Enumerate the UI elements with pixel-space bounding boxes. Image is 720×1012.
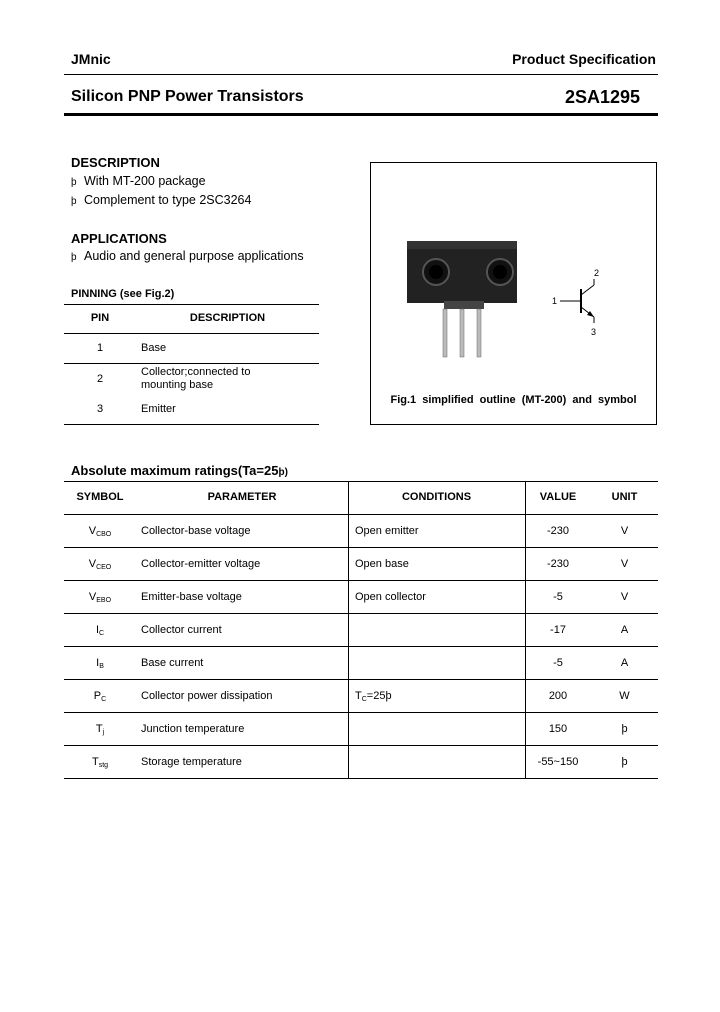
figure-caption: Fig.1 simplified outline (MT-200) and symbol [390, 394, 637, 406]
rating-unit: þ [621, 756, 628, 768]
description-heading: DESCRIPTION [71, 155, 160, 170]
applications-item-text: Audio and general purpose applications [84, 249, 304, 263]
ratings-heading-text: Absolute maximum ratings(Ta=25 [71, 463, 279, 478]
rating-condition: Open collector [355, 591, 426, 603]
rating-symbol: $T_j$ [95, 723, 105, 736]
ratings-col-unit: UNIT [611, 491, 638, 503]
symbol-label-base: 1 [552, 296, 558, 306]
rating-unit: A [620, 657, 629, 669]
applications-item [71, 249, 304, 263]
rating-value: -230 [546, 525, 570, 537]
pin-description: Emitter [141, 403, 176, 415]
ratings-rule-bottom [64, 778, 658, 779]
pin-description-line: Collector;connected to [141, 366, 251, 378]
ratings-heading-unit: þ) [278, 467, 288, 478]
bullet-icon: þ [71, 252, 77, 263]
rating-parameter: Junction temperature [141, 723, 245, 735]
description-item [71, 193, 251, 207]
mt200-package-image [400, 235, 525, 360]
bullet-icon: þ [71, 177, 77, 188]
pinning-col-pin: PIN [90, 312, 110, 324]
rating-parameter: Collector power dissipation [141, 690, 273, 702]
bullet-icon: þ [71, 196, 77, 207]
pin-description: Base [141, 342, 167, 354]
rating-unit: A [620, 624, 629, 636]
rating-value: -5 [553, 657, 563, 669]
rating-value: -55~150 [537, 756, 579, 768]
applications-heading: APPLICATIONS [71, 231, 167, 246]
description-item [71, 174, 206, 188]
pinning-heading: PINNING (see Fig.2) [71, 288, 175, 300]
rating-value: 200 [548, 690, 568, 702]
pin-description-line: mounting base [141, 379, 214, 391]
rating-unit: W [619, 690, 630, 702]
description-item-text: With MT-200 package [84, 174, 206, 188]
ratings-col-symbol: SYMBOL [76, 491, 124, 503]
ratings-col-parameter: PARAMETER [207, 491, 277, 503]
rating-value: -5 [553, 591, 563, 603]
header-rule [64, 74, 658, 75]
rating-parameter: Collector current [141, 624, 222, 636]
rating-symbol: $V_{EBO}$ [88, 591, 112, 604]
pnp-transistor-symbol-icon [548, 265, 608, 340]
rating-parameter: Collector-emitter voltage [141, 558, 261, 570]
pin-number: 2 [96, 373, 104, 385]
rating-condition: $T_C=25þ$ [355, 690, 392, 703]
ratings-rule [64, 679, 658, 680]
rating-symbol: $I_C$ [95, 624, 105, 637]
rating-parameter: Collector-base voltage [141, 525, 251, 537]
rating-unit: V [620, 558, 629, 570]
ratings-rule-top [64, 481, 658, 482]
rating-symbol: $P_C$ [93, 690, 107, 703]
ratings-rule [64, 547, 658, 548]
document-title: Silicon PNP Power Transistors [71, 88, 304, 105]
rating-parameter: Emitter-base voltage [141, 591, 242, 603]
rating-symbol: $V_{CBO}$ [88, 525, 112, 538]
ratings-rule [64, 712, 658, 713]
rating-unit: V [620, 591, 629, 603]
rating-value: -17 [550, 624, 566, 636]
symbol-label-collector: 2 [594, 268, 600, 278]
rating-value: 150 [548, 723, 568, 735]
pinning-rule [64, 333, 319, 334]
pinning-col-description: DESCRIPTION [189, 312, 266, 324]
pin-number: 3 [96, 403, 104, 415]
description-item-text: Complement to type 2SC3264 [84, 193, 252, 207]
pin-description [141, 366, 250, 392]
symbol-label-emitter: 3 [591, 327, 597, 337]
rating-symbol: $T_{stg}$ [91, 756, 109, 769]
ratings-rule [64, 646, 658, 647]
ratings-col-conditions: CONDITIONS [401, 491, 472, 503]
rating-condition: Open emitter [355, 525, 419, 537]
pin-number: 1 [96, 342, 104, 354]
ratings-col-value: VALUE [539, 491, 577, 503]
rating-unit: V [620, 525, 629, 537]
ratings-rule [64, 580, 658, 581]
ratings-heading [71, 463, 288, 478]
rating-parameter: Base current [141, 657, 204, 669]
ratings-rule [64, 514, 658, 515]
spec-label: Product Specification [512, 51, 656, 67]
company-name: JMnic [71, 51, 111, 67]
pinning-rule-top [64, 304, 319, 305]
ratings-column-divider [348, 481, 349, 778]
rating-unit: þ [621, 723, 628, 735]
part-number: 2SA1295 [564, 87, 640, 107]
rating-condition: Open base [355, 558, 409, 570]
ratings-rule [64, 613, 658, 614]
rating-symbol: $V_{CEO}$ [88, 558, 112, 571]
pinning-rule [64, 363, 319, 364]
rating-symbol: $I_B$ [96, 657, 104, 670]
title-rule [64, 113, 658, 116]
rating-value: -230 [546, 558, 570, 570]
pinning-rule-bottom [64, 424, 319, 425]
rating-parameter: Storage temperature [141, 756, 242, 768]
ratings-rule [64, 745, 658, 746]
